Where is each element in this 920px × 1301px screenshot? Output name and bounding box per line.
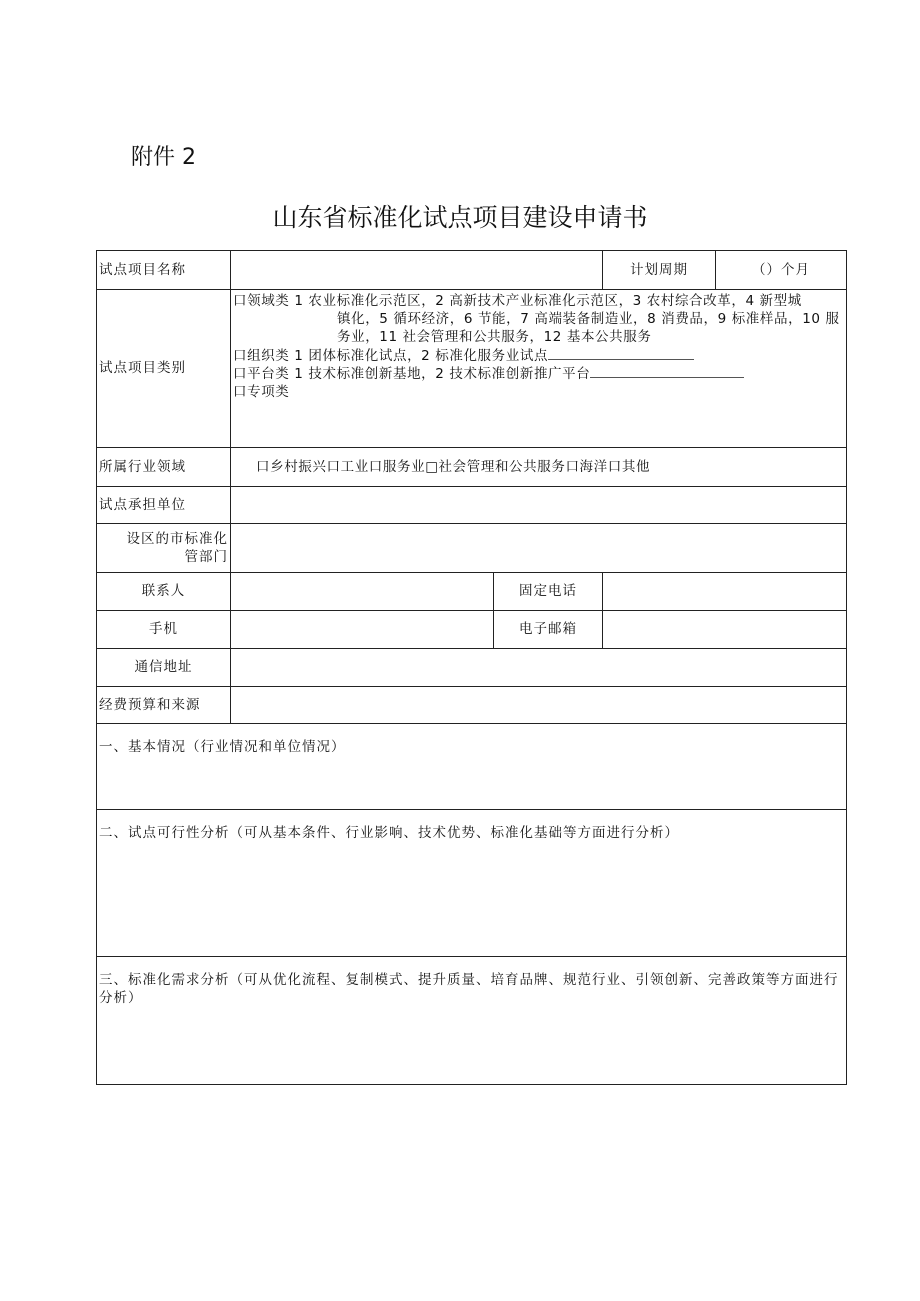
plan-period-label: 计划周期 <box>603 251 716 290</box>
attachment-label: 附件 2 <box>131 145 196 170</box>
category-org[interactable] <box>233 347 844 365</box>
section-basic-situation[interactable]: 一、基本情况（行业情况和单位情况） <box>97 724 847 810</box>
industry-options[interactable]: 口乡村振兴口工业口服务业□社会管理和公共服务口海洋口其他 <box>231 448 847 487</box>
industry-label: 所属行业领域 <box>97 448 231 487</box>
category-domain-rest: 镇化，5 循环经济，6 节能，7 高端装备制造业，8 消费品，9 标准样品，10 服务业，11 社会管理和公共服务，12 基本公共服务 <box>337 311 840 346</box>
project-name-label: 试点项目名称 <box>97 251 231 290</box>
email-label: 电子邮箱 <box>494 611 603 649</box>
email-field[interactable] <box>603 611 847 649</box>
contact-label: 联系人 <box>97 573 231 611</box>
category-domain[interactable] <box>233 292 844 310</box>
category-options <box>231 290 847 448</box>
city-dept-label-line2: 管部门 <box>184 549 228 565</box>
fixed-phone-field[interactable] <box>603 573 847 611</box>
contact-field[interactable] <box>231 573 494 611</box>
undertaker-field[interactable] <box>231 487 847 524</box>
category-org-blank[interactable] <box>548 347 694 360</box>
row-basic-situation <box>97 724 847 810</box>
category-platform-text: 口平台类 1 技术标准创新基地，2 技术标准创新推广平台 <box>233 365 591 382</box>
row-budget <box>97 687 847 724</box>
category-label: 试点项目类别 <box>97 290 231 448</box>
row-category <box>97 290 847 448</box>
section-feasibility[interactable]: 二、试点可行性分析（可从基本条件、行业影响、技术优势、标准化基础等方面进行分析） <box>97 810 847 957</box>
undertaker-label: 试点承担单位 <box>97 487 231 524</box>
city-dept-field[interactable] <box>231 524 847 573</box>
category-platform[interactable] <box>233 365 844 383</box>
row-undertaker <box>97 487 847 524</box>
application-form <box>96 250 847 1085</box>
address-label: 通信地址 <box>97 649 231 687</box>
mobile-label: 手机 <box>97 611 231 649</box>
document-title: 山东省标准化试点项目建设申请书 <box>272 203 648 232</box>
section-standardization-demand[interactable]: 三、标准化需求分析（可从优化流程、复制模式、提升质量、培育品牌、规范行业、引领创新、完善政策等方面进行分析） <box>97 957 847 1085</box>
row-industry <box>97 448 847 487</box>
fixed-phone-label: 固定电话 <box>494 573 603 611</box>
row-mobile <box>97 611 847 649</box>
plan-period-field[interactable]: （）个月 <box>716 251 847 290</box>
project-name-field[interactable] <box>231 251 603 290</box>
category-platform-blank[interactable] <box>590 365 744 378</box>
city-dept-label-line1: 设区的市标准化 <box>126 530 228 547</box>
category-domain-first: 1 农业标准化示范区，2 高新技术产业标准化示范区，3 农村综合改革，4 新型城 <box>294 293 802 309</box>
category-domain-head: 口领域类 <box>233 293 290 309</box>
row-address <box>97 649 847 687</box>
mobile-field[interactable] <box>231 611 494 649</box>
row-city-dept <box>97 524 847 573</box>
row-standardization-demand <box>97 957 847 1085</box>
budget-label: 经费预算和来源 <box>97 687 231 724</box>
category-org-text: 口组织类 1 团体标准化试点，2 标准化服务业试点 <box>233 347 549 364</box>
row-project-name <box>97 251 847 290</box>
row-contact <box>97 573 847 611</box>
category-special[interactable]: 口专项类 <box>233 384 290 401</box>
budget-field[interactable] <box>231 687 847 724</box>
address-field[interactable] <box>231 649 847 687</box>
city-dept-label <box>97 524 231 573</box>
row-feasibility <box>97 810 847 957</box>
